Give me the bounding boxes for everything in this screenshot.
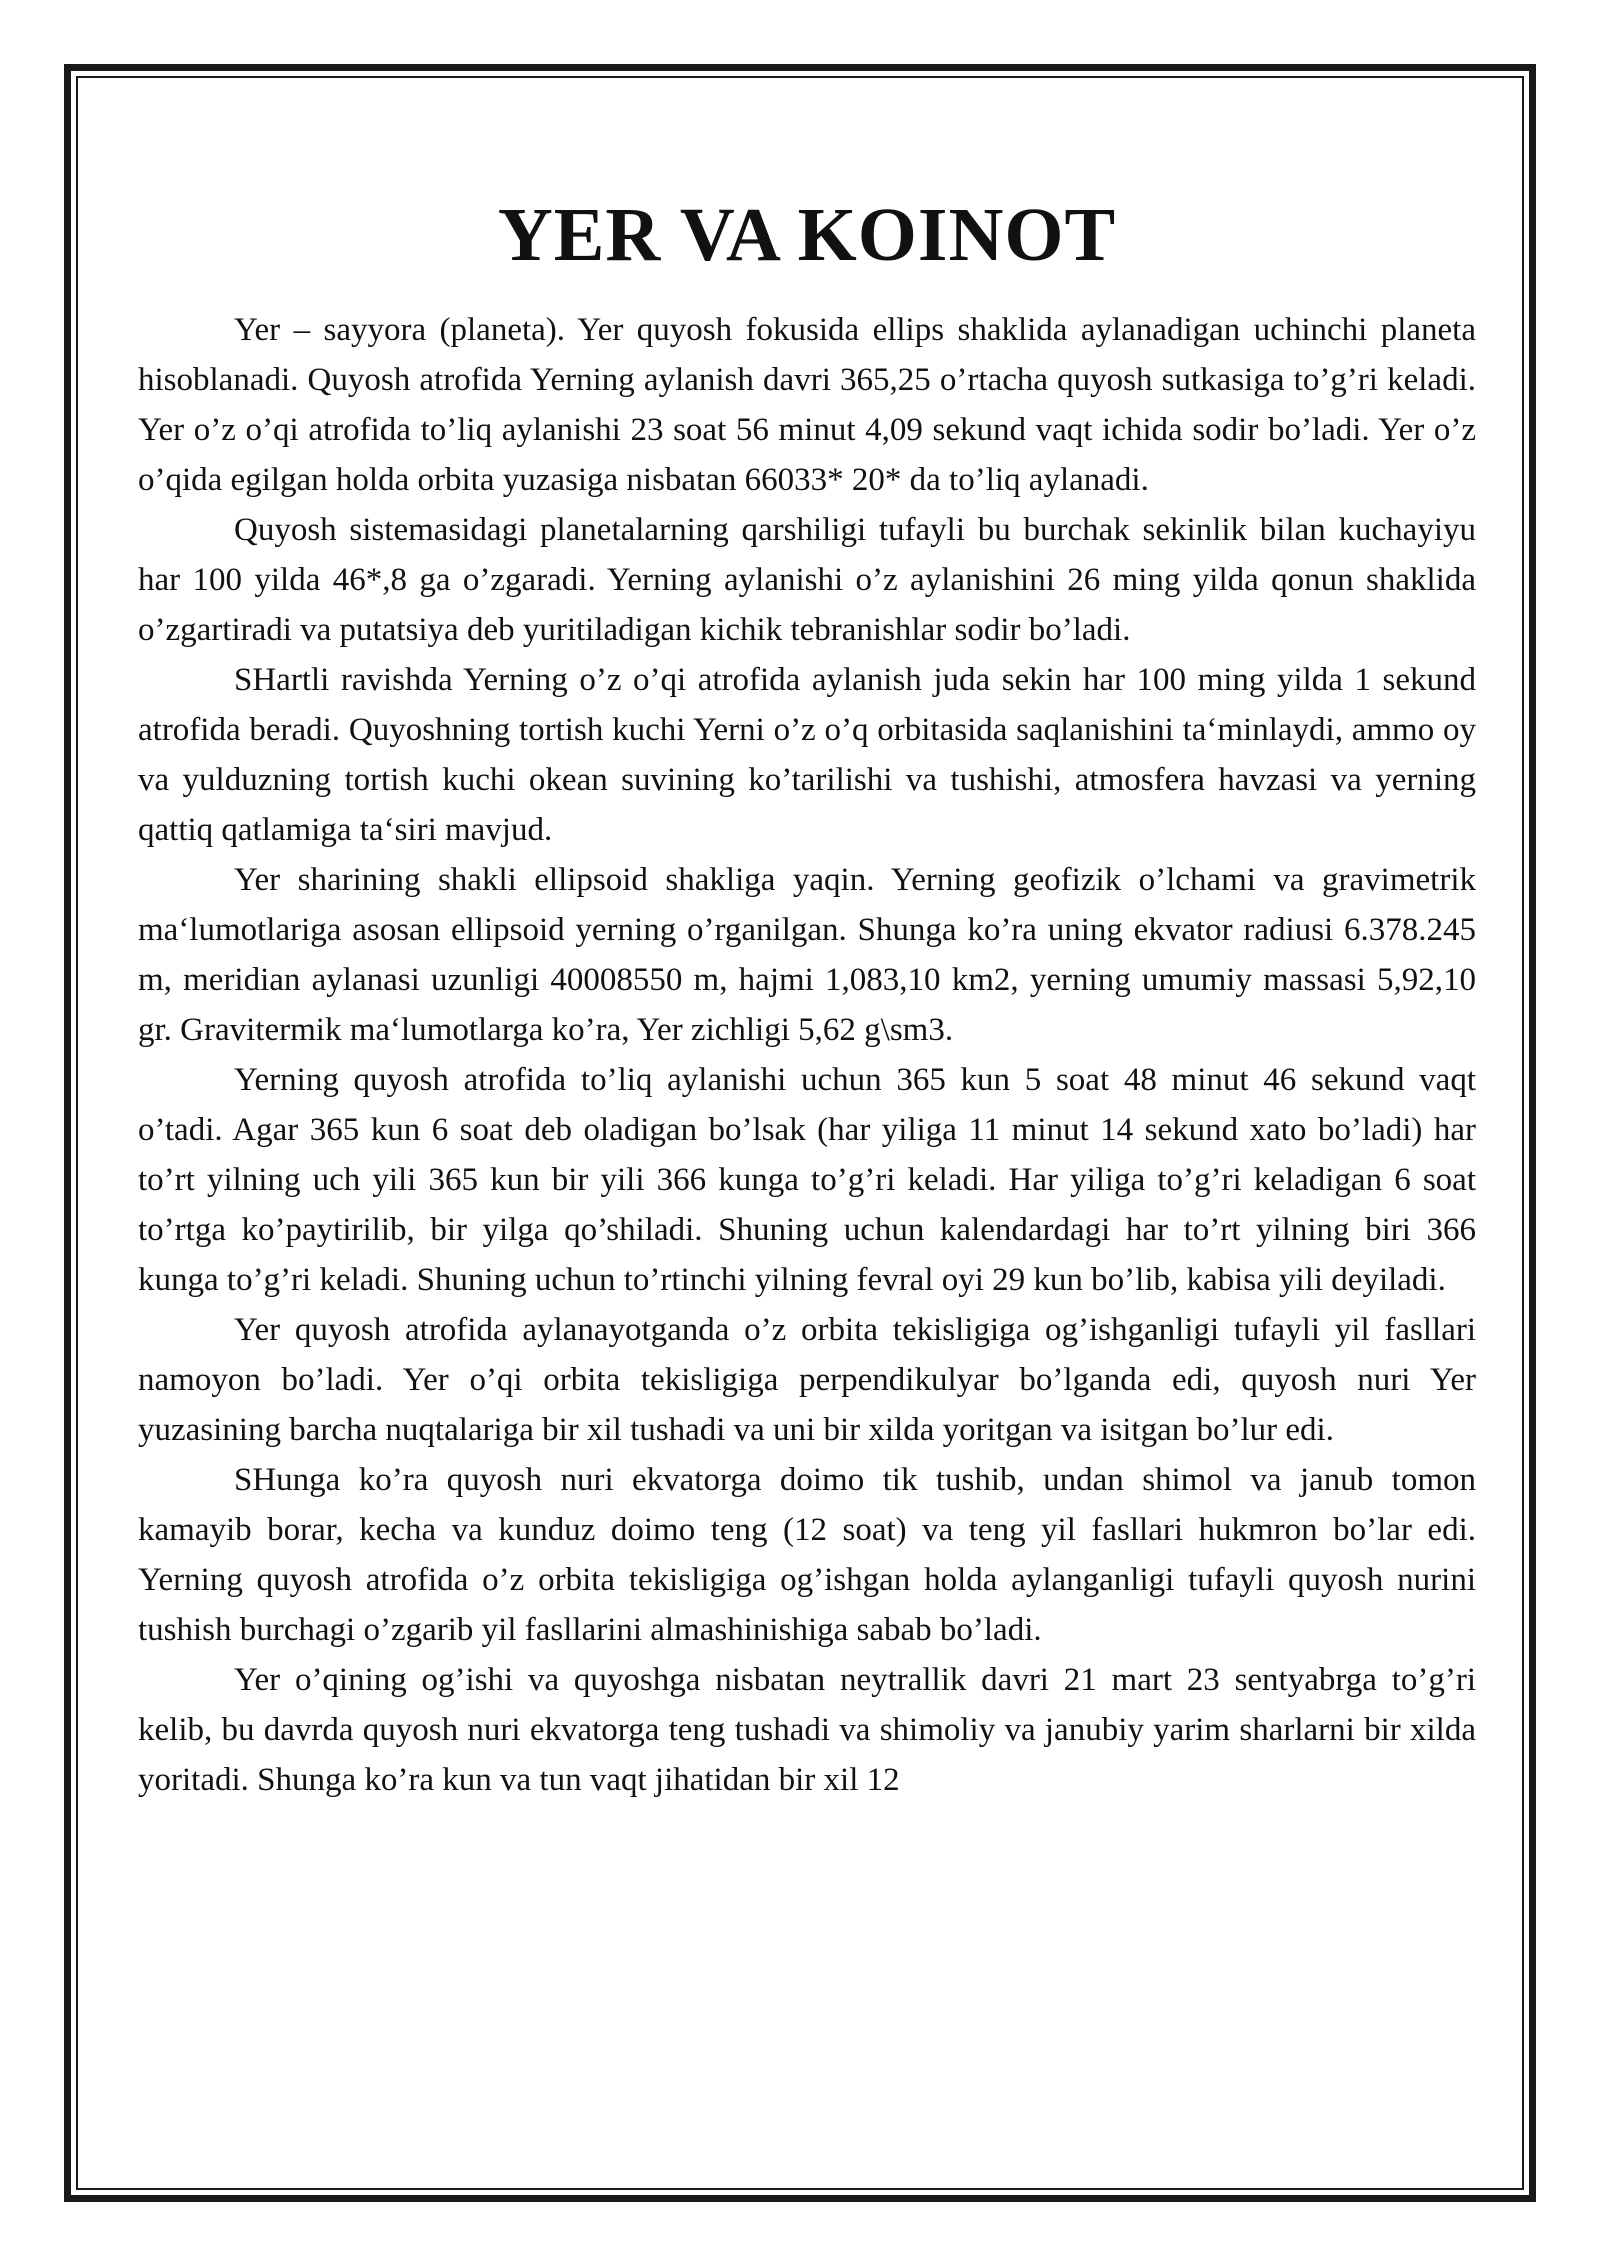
paragraph-8: Yer o’qining og’ishi va quyoshga nisbatan neytrallik davri 21 mart 23 sentyabrga to’g’ri kelib, bu davrda quyosh nuri ekvatorga teng tushadi va shimoliy va janubiy yarim sharlarni bir xilda yoritadi. Shunga ko’ra kun va tun vaqt jihatidan bir xil 12	[138, 1662, 1476, 1798]
paragraph-2: Quyosh sistemasidagi planetalarning qarshiligi tufayli bu burchak sekinlik bilan kuchayiyu har 100 yilda 46*,8 ga o’zgaradi. Yerning aylanishi o’z aylanishini 26 ming yilda qonun shaklida o’zgartiradi va putatsiya deb yuritiladigan kichik tebranishlar sodir bo’ladi.	[138, 512, 1476, 648]
paragraph-5: Yerning quyosh atrofida to’liq aylanishi uchun 365 kun 5 soat 48 minut 46 sekund vaqt o’tadi. Agar 365 kun 6 soat deb oladigan bo’lsak (har yiliga 11 minut 14 sekund xato bo’ladi) har to’rt yilning uch yili 365 kun bir yili 366 kunga to’g’ri keladi. Har yiliga to’g’ri keladigan 6 soat to’rtga ko’paytirilib, bir yilga qo’shiladi. Shuning uchun kalendardagi har to’rt yilning biri 366 kunga to’g’ri keladi. Shuning uchun to’rtinchi yilning fevral oyi 29 kun bo’lib, kabisa yili deyiladi.	[138, 1062, 1476, 1298]
paragraph-7: SHunga ko’ra quyosh nuri ekvatorga doimo tik tushib, undan shimol va janub tomon kamayib borar, kecha va kunduz doimo teng (12 soat) va teng yil fasllari hukmron bo’lar edi. Yerning quyosh atrofida o’z orbita tekisligiga og’ishgan holda aylanganligi tufayli quyosh nurini tushish burchagi o’zgarib yil fasllarini almashinishiga sabab bo’ladi.	[138, 1462, 1476, 1648]
paragraph-6: Yer quyosh atrofida aylanayotganda o’z orbita tekisligiga og’ishganligi tufayli yil fasllari namoyon bo’ladi. Yer o’qi orbita tekisligiga perpendikulyar bo’lganda edi, quyosh nuri Yer yuzasining barcha nuqtalariga bir xil tushadi va uni bir xilda yoritgan va isitgan bo’lur edi.	[138, 1312, 1476, 1448]
document-body	[138, 185, 1476, 1805]
document-title: YER VA KOINOT	[497, 193, 1117, 277]
paragraph-3: SHartli ravishda Yerning o’z o’qi atrofida aylanish juda sekin har 100 ming yilda 1 sekund atrofida beradi. Quyoshning tortish kuchi Yerni o’z o’q orbitasida saqlanishini ta‘minlaydi, ammo oy va yulduzning tortish kuchi okean suvining ko’tarilishi va tushishi, atmosfera havzasi va yerning qattiq qatlamiga ta‘siri mavjud.	[138, 662, 1476, 848]
paragraph-1: Yer – sayyora (planeta). Yer quyosh fokusida ellips shaklida aylanadigan uchinchi planeta hisoblanadi. Quyosh atrofida Yerning aylanish davri 365,25 o’rtacha quyosh sutkasiga to’g’ri keladi. Yer o’z o’qi atrofida to’liq aylanishi 23 soat 56 minut 4,09 sekund vaqt ichida sodir bo’ladi. Yer o’z o’qida egilgan holda orbita yuzasiga nisbatan 66033* 20* da to’liq aylanadi.	[138, 312, 1476, 498]
paragraph-4: Yer sharining shakli ellipsoid shakliga yaqin. Yerning geofizik o’lchami va gravimetrik ma‘lumotlariga asosan ellipsoid yerning o’rganilgan. Shunga ko’ra uning ekvator radiusi 6.378.245 m, meridian aylanasi uzunligi 40008550 m, hajmi 1,083,10 km2, yerning umumiy massasi 5,92,10 gr. Gravitermik ma‘lumotlarga ko’ra, Yer zichligi 5,62 g\sm3.	[138, 862, 1476, 1048]
